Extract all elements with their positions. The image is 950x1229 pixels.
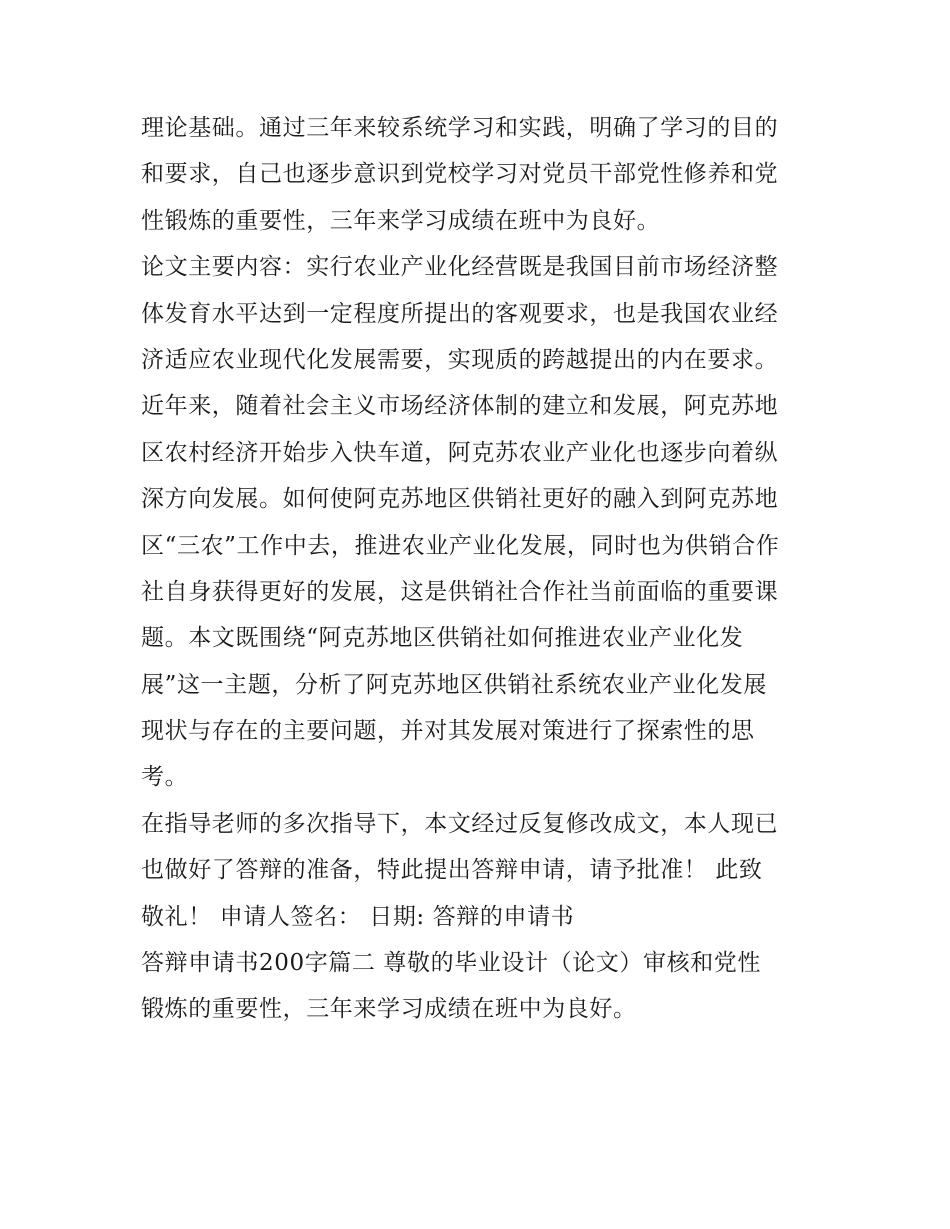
text-line: 锻炼的重要性，三年来学习成绩在班中为良好。 (141, 996, 637, 1023)
text-line: 体发育水平达到一定程度所提出的客观要求，也是我国农业经 (141, 300, 779, 327)
text-line: 社自身获得更好的发展，这是供销社合作社当前面临的重要课 (141, 578, 779, 605)
text-line: 展”这一主题，分析了阿克苏地区供销社系统农业产业化发展 (141, 671, 767, 698)
text-line: 考。 (141, 764, 189, 791)
text-line: 题。本文既围绕“阿克苏地区供销社如何推进农业产业化发 (141, 625, 744, 652)
text-line: 理论基础。通过三年来较系统学习和实践，明确了学习的目的 (141, 115, 779, 141)
text-line: 性锻炼的重要性，三年来学习成绩在班中为良好。 (141, 207, 661, 234)
text-line: 区“三农”工作中去，推进农业产业化发展，同时也为供销合作 (141, 532, 780, 559)
text-line: 在指导老师的多次指导下，本文经过反复修改成文，本人现已 (141, 810, 779, 837)
text-line: 济适应农业现代化发展需要，实现质的跨越提出的内在要求。 (141, 346, 779, 373)
text-line: 和要求，自己也逐步意识到党校学习对党员干部党性修养和党 (141, 161, 779, 188)
text-line: 也做好了答辩的准备，特此提出答辩申请，请予批准！ 此致 (141, 857, 763, 884)
text-line: 近年来，随着社会主义市场经济体制的建立和发展，阿克苏地 (141, 393, 779, 420)
document-body (141, 105, 821, 1033)
text-line: 深方向发展。如何使阿克苏地区供销社更好的融入到阿克苏地 (141, 486, 779, 513)
text-line: 论文主要内容：实行农业产业化经营既是我国目前市场经济整 (141, 254, 779, 281)
text-line: 现状与存在的主要问题，并对其发展对策进行了探索性的思 (141, 718, 755, 745)
text-line: 答辩申请书200字篇二 尊敬的毕业设计（论文）审核和党性 (141, 950, 762, 977)
text-line: 区农村经济开始步入快车道，阿克苏农业产业化也逐步向着纵 (141, 439, 779, 466)
text-line: 敬礼！ 申请人签名： 日期: 答辩的申请书 (141, 903, 575, 930)
